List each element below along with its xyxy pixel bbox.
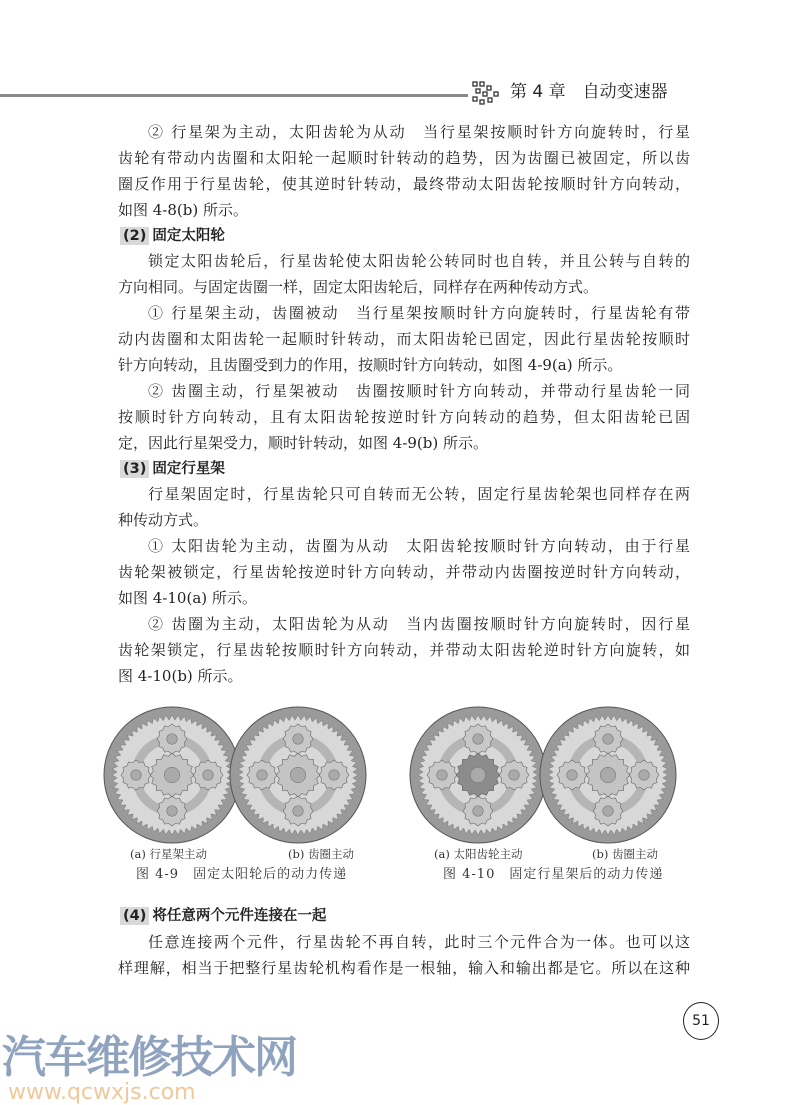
paragraph-line: ① 行星架主动，齿圈被动 当行星架按顺时针方向旋转时，行星齿轮有带 xyxy=(148,304,690,323)
gear-hub xyxy=(567,770,578,781)
paragraph-line: 齿轮有带动内齿圈和太阳轮一起顺时针转动的趋势，因为齿圈已被固定，所以齿 xyxy=(118,148,690,167)
gear-hub xyxy=(164,767,179,782)
gear-hub xyxy=(473,806,484,817)
gear-hub xyxy=(293,734,304,745)
gear-hub xyxy=(293,806,304,817)
gear-hub xyxy=(257,770,268,781)
paragraph-line: ② 齿圈为主动，太阳齿轮为从动 当内齿圈按顺时针方向旋转时，因行星 xyxy=(148,614,690,633)
figure-4-10b-label: (b) 齿圈主动 xyxy=(592,847,658,861)
page-number: 51 xyxy=(683,1002,719,1040)
chapter-decoration-icon xyxy=(472,80,502,108)
gear-hub xyxy=(437,770,448,781)
paragraph-line: 针方向转动，且齿圈受到力的作用，按顺时针方向转动，如图 4-9(a) 所示。 xyxy=(118,356,623,375)
paragraph-line: 种传动方式。 xyxy=(118,511,209,530)
gear-hub xyxy=(603,734,614,745)
paragraph-line: 图 4-10(b) 所示。 xyxy=(118,666,243,685)
body-text xyxy=(118,120,690,690)
gear-hub xyxy=(290,767,305,782)
header-rule xyxy=(0,94,468,97)
paragraph-line: 齿轮架锁定，行星齿轮按顺时针方向转动，并带动太阳齿轮逆时针方向旋转，如 xyxy=(118,640,690,659)
gear-hub xyxy=(167,806,178,817)
paragraph-line: ② 齿圈主动，行星架被动 齿圈按顺时针方向转动，并带动行星齿轮一同 xyxy=(148,381,690,400)
section-title: 将任意两个元件连接在一起 xyxy=(152,908,327,924)
gear-hub xyxy=(167,734,178,745)
figure-4-9-caption: 图 4-9 固定太阳轮后的动力传递 xyxy=(136,867,348,882)
section-number: (3) xyxy=(120,460,149,478)
running-header xyxy=(510,80,668,104)
figure-4-9b-label: (b) 齿圈主动 xyxy=(288,847,354,861)
gear-hub xyxy=(470,767,485,782)
section-title: 固定行星架 xyxy=(152,460,225,477)
paragraph-line: 圈反作用于行星齿轮，使其逆时针转动，最终带动太阳齿轮按顺时针方向转动， xyxy=(118,174,690,193)
planetary-gear-diagram-4-9a xyxy=(104,707,240,843)
paragraph-line: 齿轮架被锁定，行星齿轮按逆时针方向转动，并带动内齿圈按逆时针方向转动， xyxy=(118,563,690,582)
paragraph-line: 样理解，相当于把整行星齿轮机构看作是一根轴，输入和输出都是它。所以在这种 xyxy=(118,958,690,977)
section-heading xyxy=(118,457,690,483)
paragraph-line: 如图 4-8(b) 所示。 xyxy=(118,200,248,219)
planetary-gear-diagram-4-10a xyxy=(410,707,546,843)
paragraph-line: 按顺时针方向转动，且有太阳齿轮按逆时针方向转动的趋势，但太阳齿轮已固 xyxy=(118,407,690,426)
chapter-number: 第 4 章 xyxy=(510,82,566,102)
section-heading xyxy=(118,904,690,930)
paragraph-line: 定，因此行星架受力，顺时针转动，如图 4-9(b) 所示。 xyxy=(118,433,488,452)
paragraph-line: 如图 4-10(a) 所示。 xyxy=(118,589,257,608)
gear-hub xyxy=(600,767,615,782)
paragraph-line: ① 太阳齿轮为主动，齿圈为从动 太阳齿轮按顺时针方向转动，由于行星 xyxy=(148,537,690,556)
section-number: (4) xyxy=(120,907,149,925)
gear-hub xyxy=(203,770,214,781)
watermark-url: www.qcwxjs.com xyxy=(8,1080,196,1105)
figure-4-10-caption: 图 4-10 固定行星架后的动力传递 xyxy=(443,867,664,882)
figure-4-10a-label: (a) 太阳齿轮主动 xyxy=(434,847,523,861)
watermark-logo: 汽车维修技术网 xyxy=(2,1032,296,1083)
paragraph-line: 行星架固定时，行星齿轮只可自转而无公转，固定行星齿轮架也同样存在两 xyxy=(148,485,690,504)
gear-figures xyxy=(0,700,790,850)
gear-hub xyxy=(329,770,340,781)
gear-hub xyxy=(639,770,650,781)
gear-hub xyxy=(509,770,520,781)
chapter-title: 自动变速器 xyxy=(582,82,668,102)
planetary-gear-diagram-4-10b xyxy=(540,707,676,843)
gear-hub xyxy=(473,734,484,745)
paragraph-line: 方向相同。与固定齿圈一样，固定太阳齿轮后，同样存在两种传动方式。 xyxy=(118,278,599,297)
body-text-continued xyxy=(118,904,690,982)
planetary-gear-diagram-4-9b xyxy=(230,707,366,843)
paragraph-line: ② 行星架为主动，太阳齿轮为从动 当行星架按顺时针方向旋转时，行星 xyxy=(148,123,690,141)
section-number: (2) xyxy=(120,227,149,245)
gear-hub xyxy=(131,770,142,781)
paragraph-line: 任意连接两个元件，行星齿轮不再自转，此时三个元件合为一体。也可以这 xyxy=(148,932,690,951)
section-heading xyxy=(118,224,690,250)
figure-4-9a-label: (a) 行星架主动 xyxy=(130,847,207,861)
section-title: 固定太阳轮 xyxy=(152,227,225,244)
paragraph-line: 锁定太阳齿轮后，行星齿轮使太阳齿轮公转同时也自转，并且公转与自转的 xyxy=(148,252,690,271)
paragraph-line: 动内齿圈和太阳齿轮一起顺时针转动，而太阳齿轮已固定，因此行星齿轮按顺时 xyxy=(118,330,690,349)
gear-hub xyxy=(603,806,614,817)
